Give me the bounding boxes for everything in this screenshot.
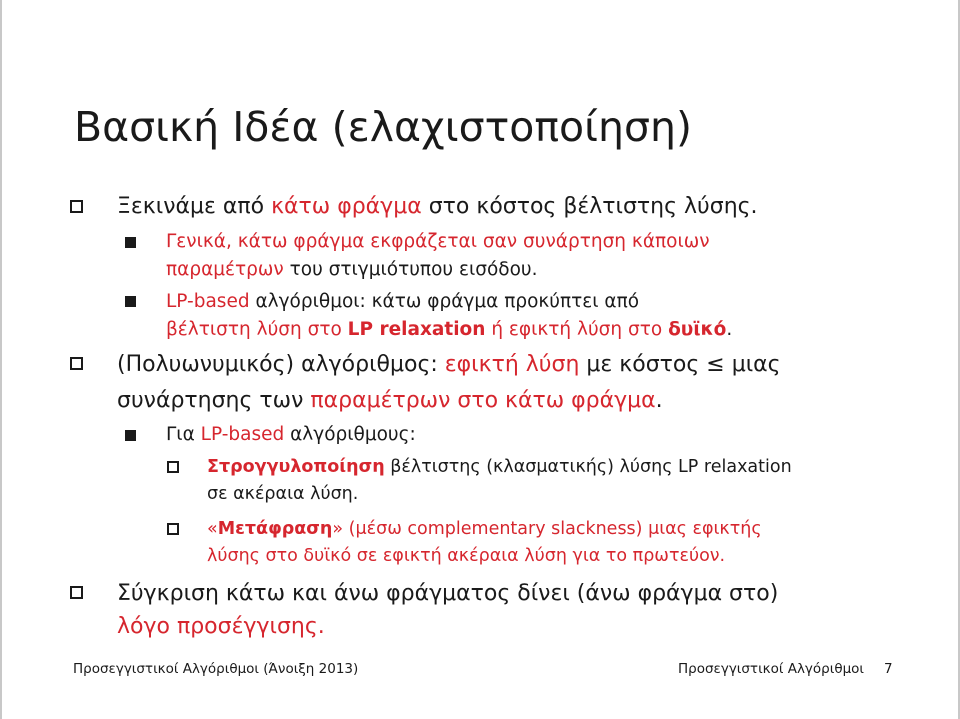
slide-page-number: 7 bbox=[884, 661, 893, 677]
filled-square-bullet-icon bbox=[125, 296, 136, 307]
bullet-2-sub-1b-line-1: «Μετάφραση» (μέσω complementary slackness) μιας εφικτής bbox=[207, 519, 762, 539]
bullet-1-sub-1-line-2: παραμέτρων του στιγμιότυπου εισόδου. bbox=[166, 259, 538, 280]
bullet-2-sub-1b-line-2: λύσης στο δυϊκό σε εφικτή ακέραια λύση για το πρωτεύον. bbox=[207, 546, 726, 566]
footer-course-title: Προσεγγιστικοί Αλγόριθμοι bbox=[678, 661, 864, 677]
hollow-square-bullet-icon bbox=[167, 461, 179, 473]
less-or-equal-symbol: ≤ bbox=[706, 352, 725, 377]
footer-course-term: Προσεγγιστικοί Αλγόριθμοι (Άνοιξη 2013) bbox=[73, 661, 359, 677]
bullet-2-sub-1: Για LP-based αλγόριθμους: bbox=[166, 424, 416, 445]
bullet-2-line-2: συνάρτησης των παραμέτρων στο κάτω φράγμα. bbox=[117, 388, 663, 413]
bullet-2-line-1: (Πολυωνυμικός) αλγόριθμος: εφικτή λύση με κόστος ≤ μιας bbox=[117, 352, 781, 377]
bullet-1-sub-2-line-2: βέλτιστη λύση στο LP relaxation ή εφικτή λύση στο δυϊκό. bbox=[166, 319, 733, 340]
filled-square-bullet-icon bbox=[125, 237, 136, 248]
bullet-3-line-1: Σύγκριση κάτω και άνω φράγματος δίνει (άνω φράγμα στο) bbox=[117, 581, 779, 606]
hollow-square-bullet-icon bbox=[167, 523, 179, 535]
bullet-1-sub-2-line-1: LP-based αλγόριθμοι: κάτω φράγμα προκύπτει από bbox=[166, 291, 640, 312]
slide-title: Βασική Ιδέα (ελαχιστοποίηση) bbox=[74, 103, 692, 151]
filled-square-bullet-icon bbox=[125, 430, 136, 441]
slide-left-border bbox=[0, 0, 2, 719]
bullet-3-line-2: λόγο προσέγγισης. bbox=[117, 614, 325, 639]
hollow-square-bullet-icon bbox=[70, 357, 83, 370]
bullet-2-sub-1a-line-1: Στρογγυλοποίηση βέλτιστης (κλασματικής) λύσης LP relaxation bbox=[207, 457, 792, 477]
bullet-1-sub-1-line-1: Γενικά, κάτω φράγμα εκφράζεται σαν συνάρτηση κάποιων bbox=[166, 231, 710, 252]
bullet-1-line-1: Ξεκινάμε από κάτω φράγμα στο κόστος βέλτιστης λύσης. bbox=[117, 194, 758, 219]
hollow-square-bullet-icon bbox=[70, 586, 83, 599]
hollow-square-bullet-icon bbox=[70, 200, 83, 213]
bullet-2-sub-1a-line-2: σε ακέραια λύση. bbox=[207, 484, 359, 504]
